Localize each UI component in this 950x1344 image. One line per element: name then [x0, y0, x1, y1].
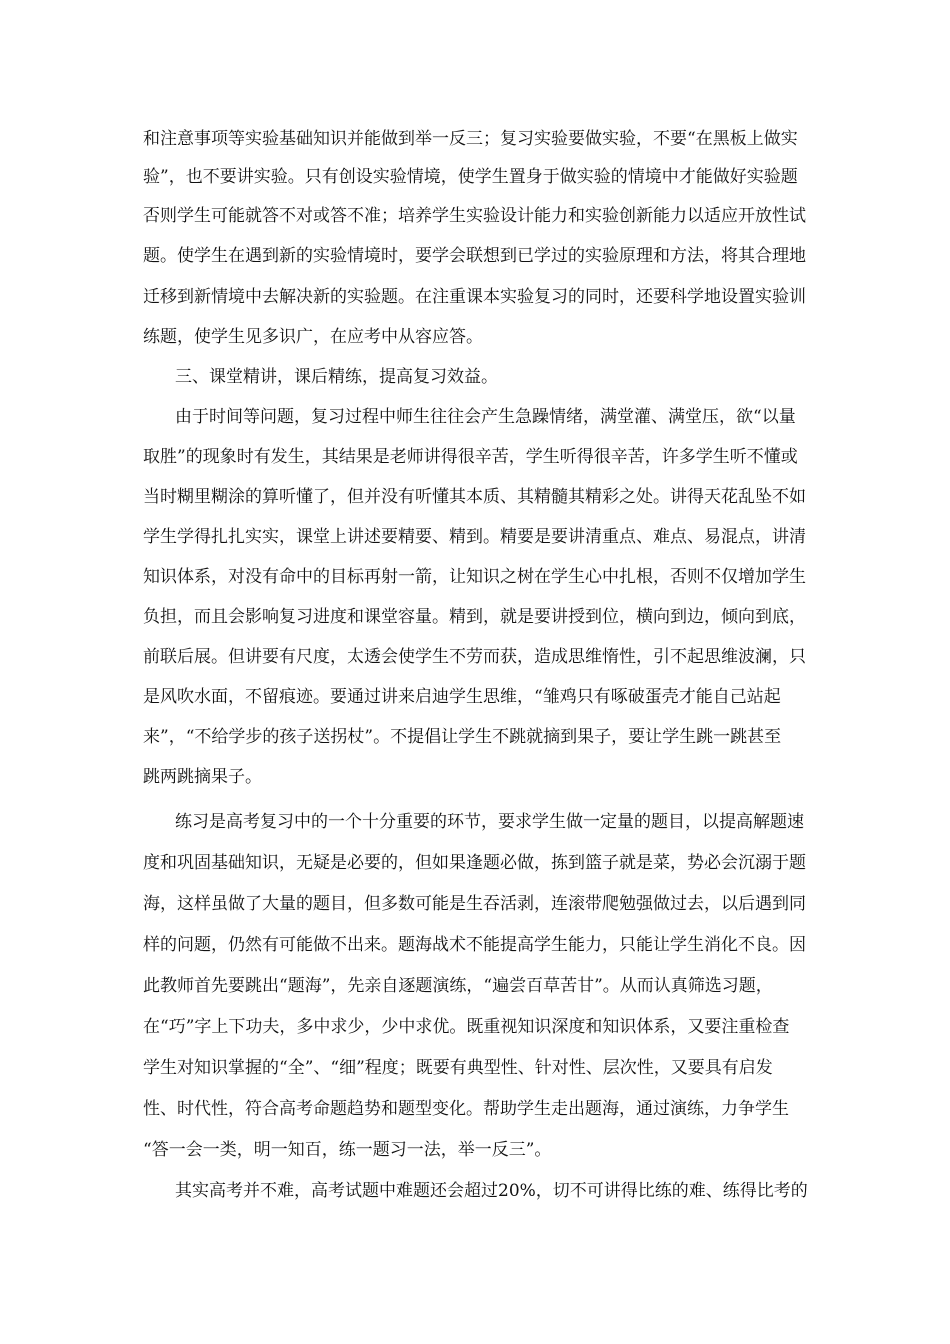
text-line: 知识体系，对没有命中的目标再射一箭，让知识之树在学生心中扎根，否则不仅增加学生: [143, 567, 806, 587]
section-heading: 三、课堂精讲，课后精练，提高复习效益。: [175, 367, 498, 387]
text-line: 性、时代性，符合高考命题趋势和题型变化。帮助学生走出题海，通过演练，力争学生: [143, 1099, 789, 1119]
text-line: 学生学得扎扎实实，课堂上讲述要精要、精到。精要是要讲清重点、难点、易混点，讲清: [143, 527, 806, 547]
text-line: 取胜”的现象时有发生，其结果是老师讲得很辛苦，学生听得很辛苦，许多学生听不懂或: [143, 447, 798, 467]
text-line: 由于时间等问题，复习过程中师生往往会产生急躁情绪，满堂灌、满堂压，欲“以量: [175, 407, 796, 427]
text-line: 学生对知识掌握的“全”、“细”程度；既要有典型性、针对性、层次性，又要具有启发: [143, 1058, 773, 1078]
text-line: 其实高考并不难，高考试题中难题还会超过20%，切不可讲得比练的难、练得比考的: [175, 1181, 808, 1201]
text-line: 练题，使学生见多识广，在应考中从容应答。: [143, 327, 483, 347]
text-line: 当时糊里糊涂的算听懂了，但并没有听懂其本质、其精髓其精彩之处。讲得天花乱坠不如: [143, 487, 806, 507]
text-line: 题。使学生在遇到新的实验情境时，要学会联想到已学过的实验原理和方法，将其合理地: [143, 246, 806, 266]
text-line: 前联后展。但讲要有尺度，太透会使学生不劳而获，造成思维惰性，引不起思维波澜，只: [143, 647, 806, 667]
text-line: 否则学生可能就答不对或答不准；培养学生实验设计能力和实验创新能力以适应开放性试: [143, 206, 806, 226]
text-line: 此教师首先要跳出“题海”，先亲自逐题演练，“遍尝百草苦甘”。从而认真筛选习题，: [143, 976, 773, 996]
text-line: 度和巩固基础知识，无疑是必要的，但如果逢题必做，拣到篮子就是菜，势必会沉溺于题: [143, 853, 806, 873]
text-line: 练习是高考复习中的一个十分重要的环节，要求学生做一定量的题目，以提高解题速: [175, 812, 804, 832]
text-line: 验”，也不要讲实验。只有创设实验情境，使学生置身于做实验的情境中才能做好实验题: [143, 167, 798, 187]
text-line: “答一会一类，明一知百，练一题习一法，举一反三”。: [143, 1140, 552, 1160]
text-line: 跳两跳摘果子。: [143, 767, 262, 787]
text-line: 来”，“不给学步的孩子送拐杖”。不提倡让学生不跳就摘到果子，要让学生跳一跳甚至: [143, 727, 782, 747]
text-line: 在“巧”字上下功夫，多中求少，少中求优。既重视知识深度和知识体系，又要注重检查: [143, 1017, 790, 1037]
text-line: 迁移到新情境中去解决新的实验题。在注重课本实验复习的同时，还要科学地设置实验训: [143, 287, 806, 307]
text-line: 负担，而且会影响复习进度和课堂容量。精到，就是要讲授到位，横向到边，倾向到底，: [143, 607, 806, 627]
text-line: 和注意事项等实验基础知识并能做到举一反三；复习实验要做实验，不要“在黑板上做实: [143, 129, 798, 149]
text-line: 样的问题，仍然有可能做不出来。题海战术不能提高学生能力，只能让学生消化不良。因: [143, 935, 806, 955]
text-line: 是风吹水面，不留痕迹。要通过讲来启迪学生思维，“雏鸡只有啄破蛋壳才能自己站起: [143, 687, 781, 707]
text-line: 海，这样虽做了大量的题目，但多数可能是生吞活剥，连滚带爬勉强做过去，以后遇到同: [143, 894, 806, 914]
